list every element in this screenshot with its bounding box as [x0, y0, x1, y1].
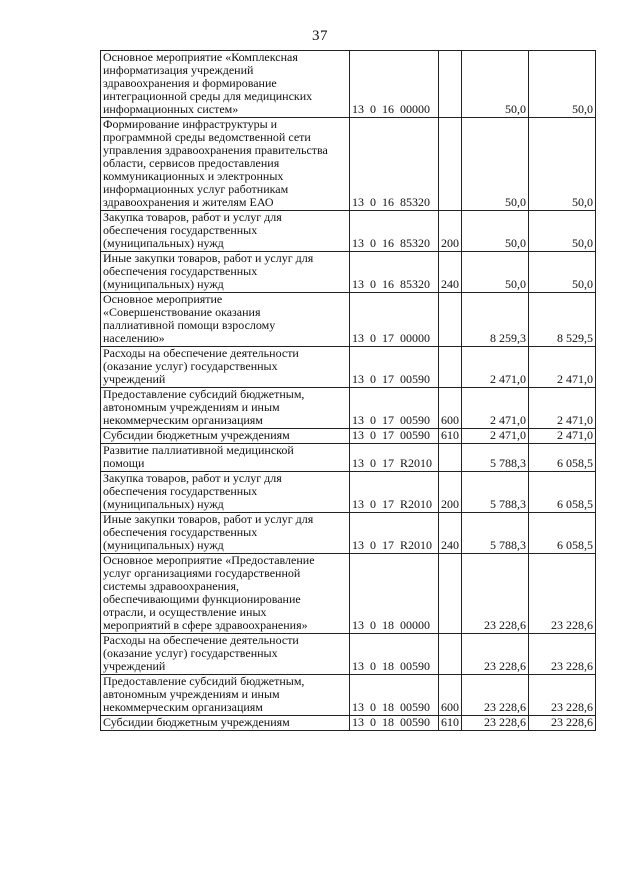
- row-name-cell: [101, 118, 350, 211]
- row-name: Закупка товаров, работ и услуг для обеспечения государственных (муниципальных) нужд: [103, 210, 282, 250]
- row-name-cell: [101, 293, 350, 347]
- row-expense-type: [439, 51, 462, 118]
- table-row: [101, 347, 596, 388]
- row-amount-year1: 2 471,0: [462, 347, 529, 388]
- budget-table: [100, 50, 596, 731]
- row-name: Предоставление субсидий бюджетным, автономным учреждениям и иным некоммерческим организациям: [103, 674, 305, 714]
- row-amount-year1: 2 471,0: [462, 429, 529, 444]
- row-amount-year1: 23 228,6: [462, 554, 529, 634]
- row-code-cell: [350, 211, 439, 252]
- row-code: 13 0 18 00590: [352, 659, 430, 673]
- table-row: [101, 51, 596, 118]
- row-name-cell: [101, 444, 350, 472]
- row-code: 13 0 18 00000: [352, 618, 430, 632]
- row-expense-type: [439, 293, 462, 347]
- page-number: 37: [312, 28, 328, 44]
- row-code: 13 0 18 00590: [352, 700, 430, 714]
- table-row: [101, 716, 596, 731]
- row-name: Иные закупки товаров, работ и услуг для обеспечения государственных (муниципальных) нужд: [103, 512, 314, 552]
- table-row: [101, 429, 596, 444]
- row-expense-type: [439, 347, 462, 388]
- row-amount-year2: 2 471,0: [529, 429, 596, 444]
- row-name: Формирование инфраструктуры и программной среды ведомственной сети управления здравоохранения правительства области, сервисов предоставления коммуникационных и электронных информационных услуг работникам здравоохранения и жителям ЕАО: [103, 117, 328, 209]
- row-code: 13 0 17 00590: [352, 372, 430, 386]
- row-expense-type: [439, 444, 462, 472]
- row-expense-type: 610: [439, 429, 462, 444]
- row-amount-year2: 50,0: [529, 252, 596, 293]
- row-expense-type: 610: [439, 716, 462, 731]
- row-name: Основное мероприятие «Комплексная информатизация учреждений здравоохранения и формирование интеграционной среды для медицинских информационных систем»: [103, 50, 313, 116]
- row-code: 13 0 17 R2010: [352, 538, 433, 552]
- row-code: 13 0 18 00590: [352, 715, 430, 729]
- row-code-cell: [350, 716, 439, 731]
- row-amount-year1: 5 788,3: [462, 513, 529, 554]
- row-amount-year1: 50,0: [462, 211, 529, 252]
- row-amount-year1: 50,0: [462, 118, 529, 211]
- row-name-cell: [101, 513, 350, 554]
- table-row: [101, 472, 596, 513]
- row-name: Субсидии бюджетным учреждениям: [103, 428, 290, 442]
- row-amount-year2: 6 058,5: [529, 513, 596, 554]
- row-name: Иные закупки товаров, работ и услуг для обеспечения государственных (муниципальных) нужд: [103, 251, 314, 291]
- row-name-cell: [101, 716, 350, 731]
- row-name: Предоставление субсидий бюджетным, автономным учреждениям и иным некоммерческим организациям: [103, 387, 305, 427]
- row-code: 13 0 17 00590: [352, 428, 430, 442]
- row-amount-year2: 23 228,6: [529, 634, 596, 675]
- row-expense-type: [439, 634, 462, 675]
- table-row: [101, 118, 596, 211]
- table-row: [101, 634, 596, 675]
- row-code-cell: [350, 388, 439, 429]
- row-code: 13 0 17 R2010: [352, 497, 433, 511]
- row-amount-year1: 23 228,6: [462, 675, 529, 716]
- table-row: [101, 675, 596, 716]
- row-code: 13 0 16 85320: [352, 195, 430, 209]
- table-row: [101, 554, 596, 634]
- row-name: Развитие паллиативной медицинской помощи: [103, 443, 294, 470]
- row-amount-year1: 50,0: [462, 252, 529, 293]
- row-code-cell: [350, 429, 439, 444]
- row-name: Расходы на обеспечение деятельности (оказание услуг) государственных учреждений: [103, 346, 299, 386]
- row-amount-year2: 23 228,6: [529, 554, 596, 634]
- row-code-cell: [350, 293, 439, 347]
- table-row: [101, 211, 596, 252]
- row-code-cell: [350, 444, 439, 472]
- row-name-cell: [101, 51, 350, 118]
- row-amount-year1: 50,0: [462, 51, 529, 118]
- row-amount-year2: 50,0: [529, 51, 596, 118]
- row-amount-year2: 50,0: [529, 211, 596, 252]
- row-amount-year2: 6 058,5: [529, 444, 596, 472]
- row-amount-year2: 2 471,0: [529, 347, 596, 388]
- table-row: [101, 513, 596, 554]
- row-code: 13 0 17 R2010: [352, 456, 433, 470]
- row-code-cell: [350, 513, 439, 554]
- row-amount-year1: 5 788,3: [462, 444, 529, 472]
- row-name-cell: [101, 252, 350, 293]
- row-name: Расходы на обеспечение деятельности (оказание услуг) государственных учреждений: [103, 633, 299, 673]
- row-name: Основное мероприятие «Предоставление услуг организациями государственной системы здравоохранения, обеспечивающими функционирование отрасли, и осуществление иных мероприятий в сфере здравоохранения»: [103, 553, 315, 632]
- row-code-cell: [350, 675, 439, 716]
- row-expense-type: 600: [439, 388, 462, 429]
- table-row: [101, 293, 596, 347]
- row-expense-type: [439, 554, 462, 634]
- row-amount-year2: 2 471,0: [529, 388, 596, 429]
- row-expense-type: 240: [439, 513, 462, 554]
- budget-table-body: [101, 51, 596, 731]
- row-name: Основное мероприятие «Совершенствование оказания паллиативной помощи взрослому населению»: [103, 292, 276, 345]
- row-name-cell: [101, 675, 350, 716]
- row-expense-type: 200: [439, 472, 462, 513]
- table-row: [101, 444, 596, 472]
- row-amount-year1: 8 259,3: [462, 293, 529, 347]
- row-amount-year2: 23 228,6: [529, 675, 596, 716]
- row-name-cell: [101, 211, 350, 252]
- table-row: [101, 252, 596, 293]
- row-code-cell: [350, 472, 439, 513]
- row-code: 13 0 16 85320: [352, 236, 430, 250]
- row-code: 13 0 16 85320: [352, 277, 430, 291]
- row-expense-type: 240: [439, 252, 462, 293]
- row-expense-type: 200: [439, 211, 462, 252]
- row-amount-year2: 6 058,5: [529, 472, 596, 513]
- row-code-cell: [350, 252, 439, 293]
- row-amount-year2: 23 228,6: [529, 716, 596, 731]
- row-code: 13 0 17 00590: [352, 413, 430, 427]
- row-amount-year1: 23 228,6: [462, 716, 529, 731]
- row-name: Закупка товаров, работ и услуг для обеспечения государственных (муниципальных) нужд: [103, 471, 282, 511]
- row-name-cell: [101, 347, 350, 388]
- row-amount-year1: 23 228,6: [462, 634, 529, 675]
- row-expense-type: [439, 118, 462, 211]
- row-name-cell: [101, 554, 350, 634]
- row-code-cell: [350, 118, 439, 211]
- table-row: [101, 388, 596, 429]
- row-code-cell: [350, 51, 439, 118]
- row-amount-year2: 50,0: [529, 118, 596, 211]
- row-amount-year1: 5 788,3: [462, 472, 529, 513]
- row-code: 13 0 17 00000: [352, 331, 430, 345]
- row-code-cell: [350, 634, 439, 675]
- row-name-cell: [101, 634, 350, 675]
- row-amount-year2: 8 529,5: [529, 293, 596, 347]
- row-name-cell: [101, 388, 350, 429]
- row-code: 13 0 16 00000: [352, 102, 430, 116]
- row-name: Субсидии бюджетным учреждениям: [103, 715, 290, 729]
- row-name-cell: [101, 472, 350, 513]
- row-expense-type: 600: [439, 675, 462, 716]
- row-name-cell: [101, 429, 350, 444]
- row-amount-year1: 2 471,0: [462, 388, 529, 429]
- row-code-cell: [350, 554, 439, 634]
- row-code-cell: [350, 347, 439, 388]
